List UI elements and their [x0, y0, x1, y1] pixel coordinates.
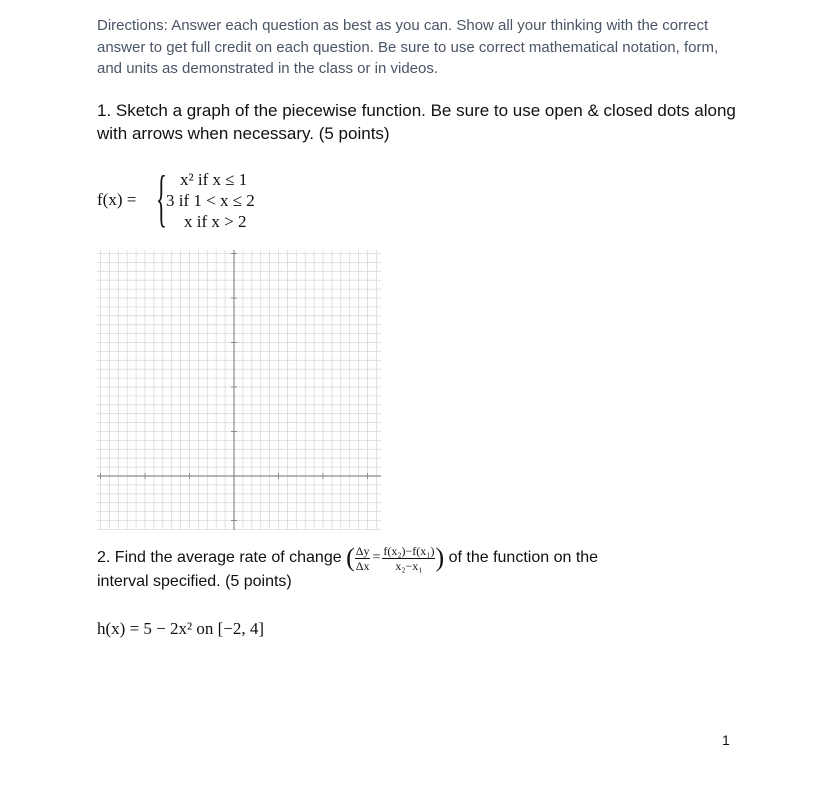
question-2-line-2: interval specified. (5 points)	[97, 573, 292, 590]
delta-y: Δy	[355, 543, 370, 558]
brace-symbol: {	[156, 162, 167, 233]
function-name: f(x) =	[97, 190, 137, 209]
close-paren: )	[435, 543, 445, 572]
delta-ratio	[355, 545, 371, 572]
piece-case-3: x if x > 2	[184, 212, 247, 231]
h-function: h(x) = 5 − 2x² on [−2, 4]	[97, 619, 265, 638]
directions-text: Directions: Answer each question as best as you can. Show all your thinking with the correct answer to get full credit on each question. Be sure to use correct mathematical notation, form, and units as demonstrated in the class or in videos.	[97, 17, 719, 77]
formula-denominator: x₂−x₁	[395, 558, 423, 573]
coordinate-grid[interactable]	[97, 250, 381, 530]
grid-svg	[97, 250, 381, 530]
grid-lines	[97, 250, 381, 530]
formula-numerator: f(x₂)−f(x₁)	[383, 543, 435, 558]
question-1-prompt: 1. Sketch a graph of the piecewise function. Be sure to use open & closed dots along with arrows when necessary. (5 points)	[97, 101, 736, 143]
grid-axes	[97, 250, 381, 530]
open-paren: (	[346, 543, 355, 572]
page-number: 1	[722, 732, 730, 748]
equals-sign: =	[372, 550, 381, 565]
delta-x: Δx	[355, 558, 370, 573]
question-2-line-1	[97, 543, 598, 573]
question-2-prompt-start: 2. Find the average rate of change	[97, 549, 342, 567]
rate-formula	[382, 545, 435, 572]
piece-case-2: 3 if 1 < x ≤ 2	[166, 191, 255, 210]
question-2-prompt-end: of the function on the	[448, 549, 599, 567]
piece-case-1: x² if x ≤ 1	[180, 170, 248, 189]
